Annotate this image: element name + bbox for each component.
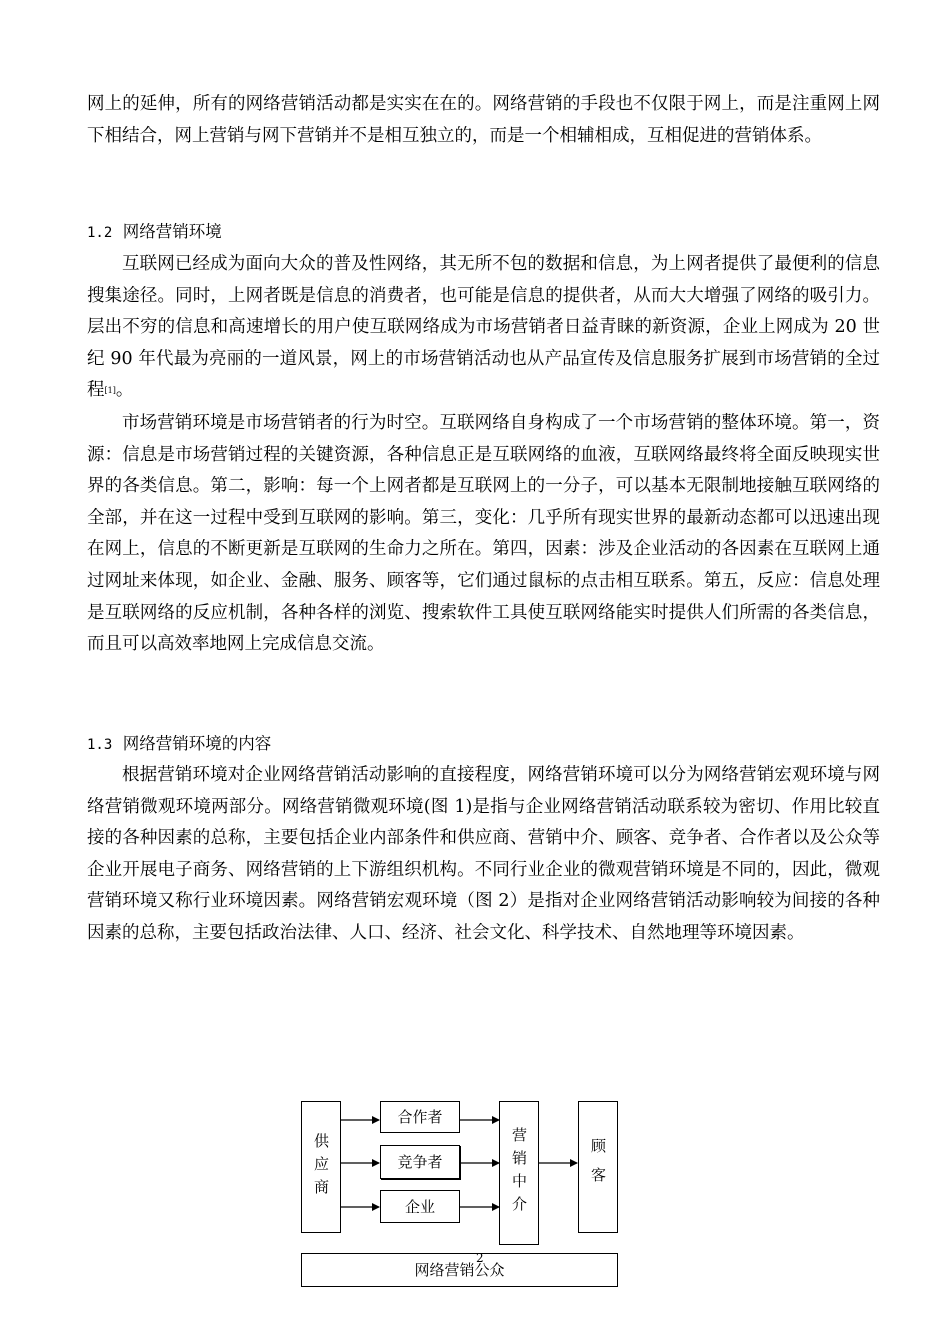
enterprise-box — [380, 1190, 460, 1223]
supplier-label: 供应商 — [312, 1132, 330, 1202]
section-1-2-paragraph-2: 市场营销环境是市场营销者的行为时空。互联网络自身构成了一个市场营销的整体环境。第一，资源：信息是市场营销过程的关键资源，各种信息正是互联网络的血液，互联网络最终将全面反映现实世界的各类信息。第二，影响：每一个上网者都是互联网上的一分子，可以基本无限制地接触互联网络的全部，并在这一过程中受到互联网的影响。第三，变化：几乎所有现实世界的最新动态都可以迅速出现在网上，信息的不断更新是互联网的生命力之所在。第四，因素：涉及企业活动的各因素在互联网上通过网址来体现，如企业、金融、服务、顾客等，它们通过鼠标的点击相互联系。第五，反应：信息处理是互联网络的反应机制，各种各样的浏览、搜索软件工具使互联网络能实时提供人们所需的各类信息，而且可以高效率地网上完成信息交流。 — [87, 413, 880, 655]
customer-box — [578, 1101, 618, 1233]
paragraph-end: 。 — [115, 380, 134, 401]
competitor-box — [380, 1145, 460, 1179]
page-number: 2 — [476, 1251, 484, 1265]
partner-label: 合作者 — [397, 1108, 443, 1126]
section-title: 网络营销环境的内容 — [122, 734, 272, 753]
customer-label: 顾客 — [589, 1138, 607, 1196]
section-number: 1.3 — [87, 737, 113, 753]
public-label: 网络营销公众 — [414, 1261, 505, 1279]
public-box — [301, 1253, 618, 1287]
section-number: 1.2 — [87, 225, 113, 241]
intermediary-box — [499, 1101, 539, 1245]
supplier-box — [301, 1101, 341, 1233]
competitor-label: 竞争者 — [397, 1153, 443, 1171]
enterprise-label: 企业 — [404, 1197, 435, 1216]
partner-box — [380, 1101, 460, 1133]
section-1-3-paragraph: 根据营销环境对企业网络营销活动影响的直接程度，网络营销环境可以分为网络营销宏观环境与网络营销微观环境两部分。网络营销微观环境(图 1)是指与企业网络营销活动联系较为密切、作用比较直接的各种因素的总称，主要包括企业内部条件和供应商、营销中介、顾客、竞争者、合作者以及公众等企业开展电子商务、网络营销的上下游组织机构。不同行业企业的微观营销环境是不同的，因此，微观营销环境又称行业环境因素。网络营销宏观环境（图 2）是指对企业网络营销活动影响较为间接的各种因素的总称，主要包括政治法律、人口、经济、社会文化、科学技术、自然地理等环境因素。 — [87, 765, 880, 943]
citation-ref: [1] — [104, 386, 116, 396]
paragraph-text: 互联网已经成为面向大众的普及性网络，其无所不包的数据和信息，为上网者提供了最便利的信息搜集途径。同时，上网者既是信息的消费者，也可能是信息的提供者，从而大大增强了网络的吸引力。层出不穷的信息和高速增长的用户使互联网络成为市场营销者日益青睐的新资源，企业上网成为 20 世纪 90 年代最为亮丽的一道风景，网上的市场营销活动也从产品宣传及信息服务扩展到市场营销的全过程 — [87, 254, 880, 401]
intermediary-label: 营销中介 — [510, 1127, 528, 1219]
section-title: 网络营销环境 — [122, 222, 222, 241]
intro-paragraph: 网上的延伸，所有的网络营销活动都是实实在在的。网络营销的手段也不仅限于网上，而是注重网上网下相结合，网上营销与网下营销并不是相互独立的，而是一个相辅相成，互相促进的营销体系。 — [87, 94, 880, 146]
